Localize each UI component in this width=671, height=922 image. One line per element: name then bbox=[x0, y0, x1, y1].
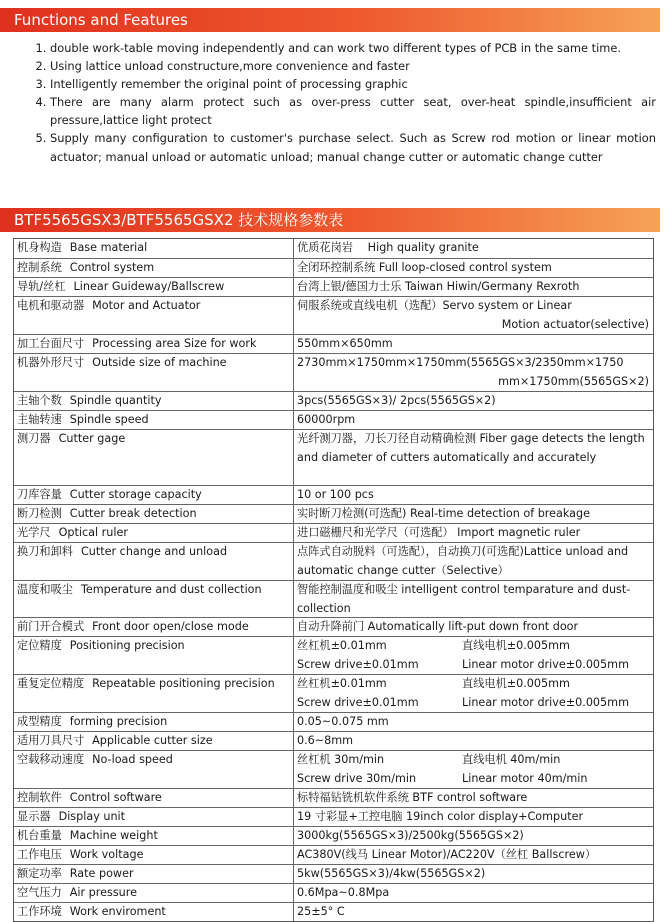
spec-value-text: 光纤测刀器，刀长刀径自动精确检测 Fiber gage detects the length and diameter of cutters automatically and accurately bbox=[297, 432, 645, 464]
spec-label-cn: 成型精度 bbox=[17, 715, 62, 728]
spec-value-text: 19 寸彩显+工控电脑 19inch color display+Computer bbox=[297, 810, 584, 823]
spec-label-cn: 刀库容量 bbox=[17, 488, 62, 501]
spec-label-en: Applicable cutter size bbox=[92, 734, 213, 747]
spec-label bbox=[14, 505, 294, 523]
feature-item: 4. There are many alarm protect such as over-press cutter seat, over-heat spindle,insufficient air pressure,lattice light protect bbox=[50, 93, 656, 129]
spec-label-en: Front door open/close mode bbox=[92, 620, 249, 633]
spec-row bbox=[14, 636, 653, 674]
spec-row bbox=[14, 750, 653, 788]
spec-label-en: Control system bbox=[69, 261, 155, 274]
spec-value-cell: 直线电机±0.005mm bbox=[462, 639, 570, 652]
spec-label-cn: 控制系统 bbox=[17, 261, 62, 274]
spec-row bbox=[14, 239, 653, 258]
spec-label bbox=[14, 278, 294, 296]
spec-label bbox=[14, 486, 294, 504]
spec-label bbox=[14, 808, 294, 826]
spec-label-cn: 显示器 bbox=[17, 810, 51, 823]
spec-value-text: Motion actuator(selective) bbox=[501, 317, 649, 331]
spec-row bbox=[14, 258, 653, 277]
spec-label bbox=[14, 239, 294, 258]
spec-value bbox=[294, 411, 653, 429]
spec-value bbox=[294, 278, 653, 296]
spec-value-text: 优质花岗岩 High quality granite bbox=[297, 241, 479, 254]
spec-label bbox=[14, 789, 294, 807]
spec-value bbox=[294, 618, 653, 636]
spec-label-cn: 导轨/丝杠 bbox=[17, 280, 66, 293]
spec-label-cn: 前门开合模式 bbox=[17, 620, 85, 633]
spec-value bbox=[294, 789, 653, 807]
spec-label bbox=[14, 392, 294, 410]
spec-value-text: 3pcs(5565GS×3)/ 2pcs(5565GS×2) bbox=[297, 394, 496, 407]
spec-label-en: Base material bbox=[69, 241, 148, 254]
spec-label-en: forming precision bbox=[69, 715, 168, 728]
spec-label-cn: 控制软件 bbox=[17, 791, 62, 804]
spec-label-en: Cutter storage capacity bbox=[69, 488, 202, 501]
spec-label-cn: 测刀器 bbox=[17, 432, 51, 445]
spec-value bbox=[294, 297, 653, 334]
spec-value bbox=[294, 239, 653, 258]
spec-banner bbox=[0, 208, 660, 232]
spec-value-text: 2730mm×1750mm×1750mm(5565GS×3/2350mm×1750 bbox=[297, 356, 624, 369]
spec-row bbox=[14, 712, 653, 731]
spec-row bbox=[14, 296, 653, 334]
spec-label-en: Air pressure bbox=[69, 886, 138, 899]
spec-value-text: mm×1750mm(5565GS×2) bbox=[498, 374, 649, 388]
spec-value-text: 智能控制温度和吸尘 intelligent control temparature and dust-collection bbox=[297, 583, 631, 615]
spec-row bbox=[14, 807, 653, 826]
spec-label-cn: 主轴转速 bbox=[17, 413, 62, 426]
spec-row bbox=[14, 674, 653, 712]
spec-label-en: Cutter change and unload bbox=[80, 545, 228, 558]
spec-value-text: 550mm×650mm bbox=[297, 337, 393, 350]
spec-value-cell: Linear motor drive±0.005mm bbox=[462, 657, 629, 671]
spec-label bbox=[14, 713, 294, 731]
spec-label bbox=[14, 884, 294, 902]
spec-value-text: AC380V(线马 Linear Motor)/AC220V（丝杠 Ballscrew） bbox=[297, 848, 597, 861]
spec-label-en: No-load speed bbox=[92, 753, 173, 766]
spec-label-cn: 换刀和卸料 bbox=[17, 545, 73, 558]
spec-label-cn: 空载移动速度 bbox=[17, 753, 85, 766]
spec-value bbox=[294, 543, 653, 580]
spec-label bbox=[14, 354, 294, 391]
spec-row bbox=[14, 485, 653, 504]
spec-label bbox=[14, 751, 294, 788]
spec-row bbox=[14, 902, 653, 921]
spec-value bbox=[294, 751, 653, 788]
spec-value bbox=[294, 505, 653, 523]
spec-title: BTF5565GSX3/BTF5565GSX2 技术规格参数表 bbox=[14, 211, 344, 229]
spec-label bbox=[14, 675, 294, 712]
spec-value-cell: Linear motor 40m/min bbox=[462, 771, 588, 785]
spec-label-cn: 机器外形尺寸 bbox=[17, 356, 85, 369]
spec-label-cn: 加工台面尺寸 bbox=[17, 337, 85, 350]
spec-value bbox=[294, 808, 653, 826]
spec-label-cn: 重复定位精度 bbox=[17, 677, 85, 690]
spec-value bbox=[294, 392, 653, 410]
feature-item: 5. Supply many configuration to customer's purchase select. Such as Screw rod motion or linear motion actuator; manual unload or automatic unload; manual change cutter or automatic change cutter bbox=[50, 129, 656, 165]
spec-row bbox=[14, 429, 653, 485]
spec-value-text: 自动升降前门 Automatically lift-put down front door bbox=[297, 620, 579, 633]
spec-label-en: Display unit bbox=[58, 810, 126, 823]
spec-label-cn: 定位精度 bbox=[17, 639, 62, 652]
spec-row bbox=[14, 845, 653, 864]
spec-value-text: 0.05~0.075 mm bbox=[297, 715, 389, 728]
spec-value-text: 实时断刀检测(可选配) Real-time detection of breakage bbox=[297, 507, 591, 520]
spec-value bbox=[294, 865, 653, 883]
spec-value bbox=[294, 430, 653, 485]
features-title: Functions and Features bbox=[14, 11, 188, 29]
spec-row bbox=[14, 617, 653, 636]
spec-label-en: Positioning precision bbox=[69, 639, 185, 652]
spec-row bbox=[14, 353, 653, 391]
spec-value bbox=[294, 675, 653, 712]
spec-label-cn: 主轴个数 bbox=[17, 394, 62, 407]
spec-row bbox=[14, 277, 653, 296]
spec-label-en: Work enviroment bbox=[69, 905, 166, 918]
spec-label bbox=[14, 259, 294, 277]
spec-row bbox=[14, 410, 653, 429]
spec-value-cell: Screw drive 30m/min bbox=[297, 771, 417, 785]
spec-label-en: Cutter break detection bbox=[69, 507, 197, 520]
spec-label-cn: 空气压力 bbox=[17, 886, 62, 899]
spec-label bbox=[14, 335, 294, 353]
spec-label-en: Linear Guideway/Ballscrew bbox=[73, 280, 225, 293]
spec-value-text: 0.6Mpa~0.8Mpa bbox=[297, 886, 390, 899]
spec-label bbox=[14, 827, 294, 845]
spec-label-en: Control software bbox=[69, 791, 162, 804]
spec-value bbox=[294, 637, 653, 674]
spec-label-en: Spindle quantity bbox=[69, 394, 162, 407]
spec-label-en: Work voltage bbox=[69, 848, 144, 861]
spec-label bbox=[14, 903, 294, 921]
spec-label bbox=[14, 430, 294, 485]
spec-label-cn: 适用刀具尺寸 bbox=[17, 734, 85, 747]
spec-label-cn: 机台重量 bbox=[17, 829, 62, 842]
spec-value bbox=[294, 732, 653, 750]
spec-label bbox=[14, 543, 294, 580]
spec-value-cell: 丝杠机±0.01mm bbox=[297, 677, 387, 690]
spec-label bbox=[14, 581, 294, 617]
spec-label-en: Cutter gage bbox=[58, 432, 126, 445]
spec-label bbox=[14, 524, 294, 542]
spec-value-text: 台湾上银/德国力士乐 Taiwan Hiwin/Germany Rexroth bbox=[297, 280, 580, 293]
spec-label-cn: 温度和吸尘 bbox=[17, 583, 73, 596]
spec-label bbox=[14, 618, 294, 636]
spec-label-cn: 电机和驱动器 bbox=[17, 299, 85, 312]
spec-value-cell: 直线电机 40m/min bbox=[462, 753, 561, 766]
spec-row bbox=[14, 731, 653, 750]
spec-label bbox=[14, 297, 294, 334]
spec-value-cell: 丝杠机±0.01mm bbox=[297, 639, 387, 652]
spec-label-cn: 额定功率 bbox=[17, 867, 62, 880]
spec-label-cn: 机身构造 bbox=[17, 241, 62, 254]
spec-value-text: 60000rpm bbox=[297, 413, 356, 426]
spec-label bbox=[14, 865, 294, 883]
spec-value bbox=[294, 259, 653, 277]
feature-item: 2. Using lattice unload constructure,more convenience and faster bbox=[50, 57, 656, 75]
spec-value-text: 伺服系统或直线电机（选配）Servo system or Linear bbox=[297, 299, 572, 312]
spec-label-cn: 工作环境 bbox=[17, 905, 62, 918]
spec-value-text: 0.6~8mm bbox=[297, 734, 354, 747]
spec-value-cell: Screw drive±0.01mm bbox=[297, 695, 419, 709]
spec-value-text: 全闭环控制系统 Full loop-closed control system bbox=[297, 261, 552, 274]
spec-value bbox=[294, 354, 653, 391]
spec-label-cn: 断刀检测 bbox=[17, 507, 62, 520]
spec-label-en: Repeatable positioning precision bbox=[92, 677, 275, 690]
spec-label-cn: 光学尺 bbox=[17, 526, 51, 539]
spec-value-text: 25±5° C bbox=[297, 905, 345, 918]
spec-value bbox=[294, 335, 653, 353]
spec-row bbox=[14, 334, 653, 353]
spec-value-text: 5kw(5565GS×3)/4kw(5565GS×2) bbox=[297, 867, 486, 880]
spec-label-en: Temperature and dust collection bbox=[80, 583, 262, 596]
spec-value-text: 标特福钻铣机软件系统 BTF control software bbox=[297, 791, 528, 804]
spec-table bbox=[13, 238, 654, 922]
spec-value-cell: Linear motor drive±0.005mm bbox=[462, 695, 629, 709]
spec-value-text: 点阵式自动脱料（可选配），自动换刀(可选配)Lattice unload and automatic change cutter（Selective） bbox=[297, 545, 629, 577]
spec-value-text: 10 or 100 pcs bbox=[297, 488, 374, 501]
spec-value-cell: Screw drive±0.01mm bbox=[297, 657, 419, 671]
features-banner bbox=[0, 8, 660, 32]
spec-value-cell: 丝杠机 30m/min bbox=[297, 753, 385, 766]
spec-row bbox=[14, 504, 653, 523]
spec-row bbox=[14, 542, 653, 580]
spec-value-cell: 直线电机±0.005mm bbox=[462, 677, 570, 690]
feature-item: 1. double work-table moving independently and can work two different types of PCB in the same time. bbox=[50, 39, 656, 57]
spec-label-cn: 工作电压 bbox=[17, 848, 62, 861]
spec-label bbox=[14, 846, 294, 864]
spec-value bbox=[294, 713, 653, 731]
spec-label-en: Motor and Actuator bbox=[92, 299, 201, 312]
spec-label-en: Rate power bbox=[69, 867, 134, 880]
spec-value bbox=[294, 524, 653, 542]
spec-value-text: 3000kg(5565GS×3)/2500kg(5565GS×2) bbox=[297, 829, 524, 842]
spec-value bbox=[294, 486, 653, 504]
spec-value bbox=[294, 884, 653, 902]
spec-label bbox=[14, 411, 294, 429]
features-list bbox=[20, 39, 656, 166]
spec-row bbox=[14, 391, 653, 410]
spec-row bbox=[14, 883, 653, 902]
spec-row bbox=[14, 523, 653, 542]
spec-label-en: Processing area Size for work bbox=[92, 337, 257, 350]
spec-label-en: Spindle speed bbox=[69, 413, 149, 426]
feature-item: 3. Intelligently remember the original point of processing graphic bbox=[50, 75, 656, 93]
spec-value bbox=[294, 903, 653, 921]
spec-row bbox=[14, 788, 653, 807]
spec-row bbox=[14, 826, 653, 845]
spec-value bbox=[294, 827, 653, 845]
spec-row bbox=[14, 580, 653, 617]
spec-label bbox=[14, 732, 294, 750]
spec-value bbox=[294, 846, 653, 864]
spec-value-text: 进口磁栅尺和光学尺（可选配） Import magnetic ruler bbox=[297, 526, 581, 539]
spec-label-en: Optical ruler bbox=[58, 526, 128, 539]
spec-label bbox=[14, 637, 294, 674]
spec-value bbox=[294, 581, 653, 617]
spec-label-en: Outside size of machine bbox=[92, 356, 227, 369]
spec-label-en: Machine weight bbox=[69, 829, 158, 842]
spec-row bbox=[14, 864, 653, 883]
